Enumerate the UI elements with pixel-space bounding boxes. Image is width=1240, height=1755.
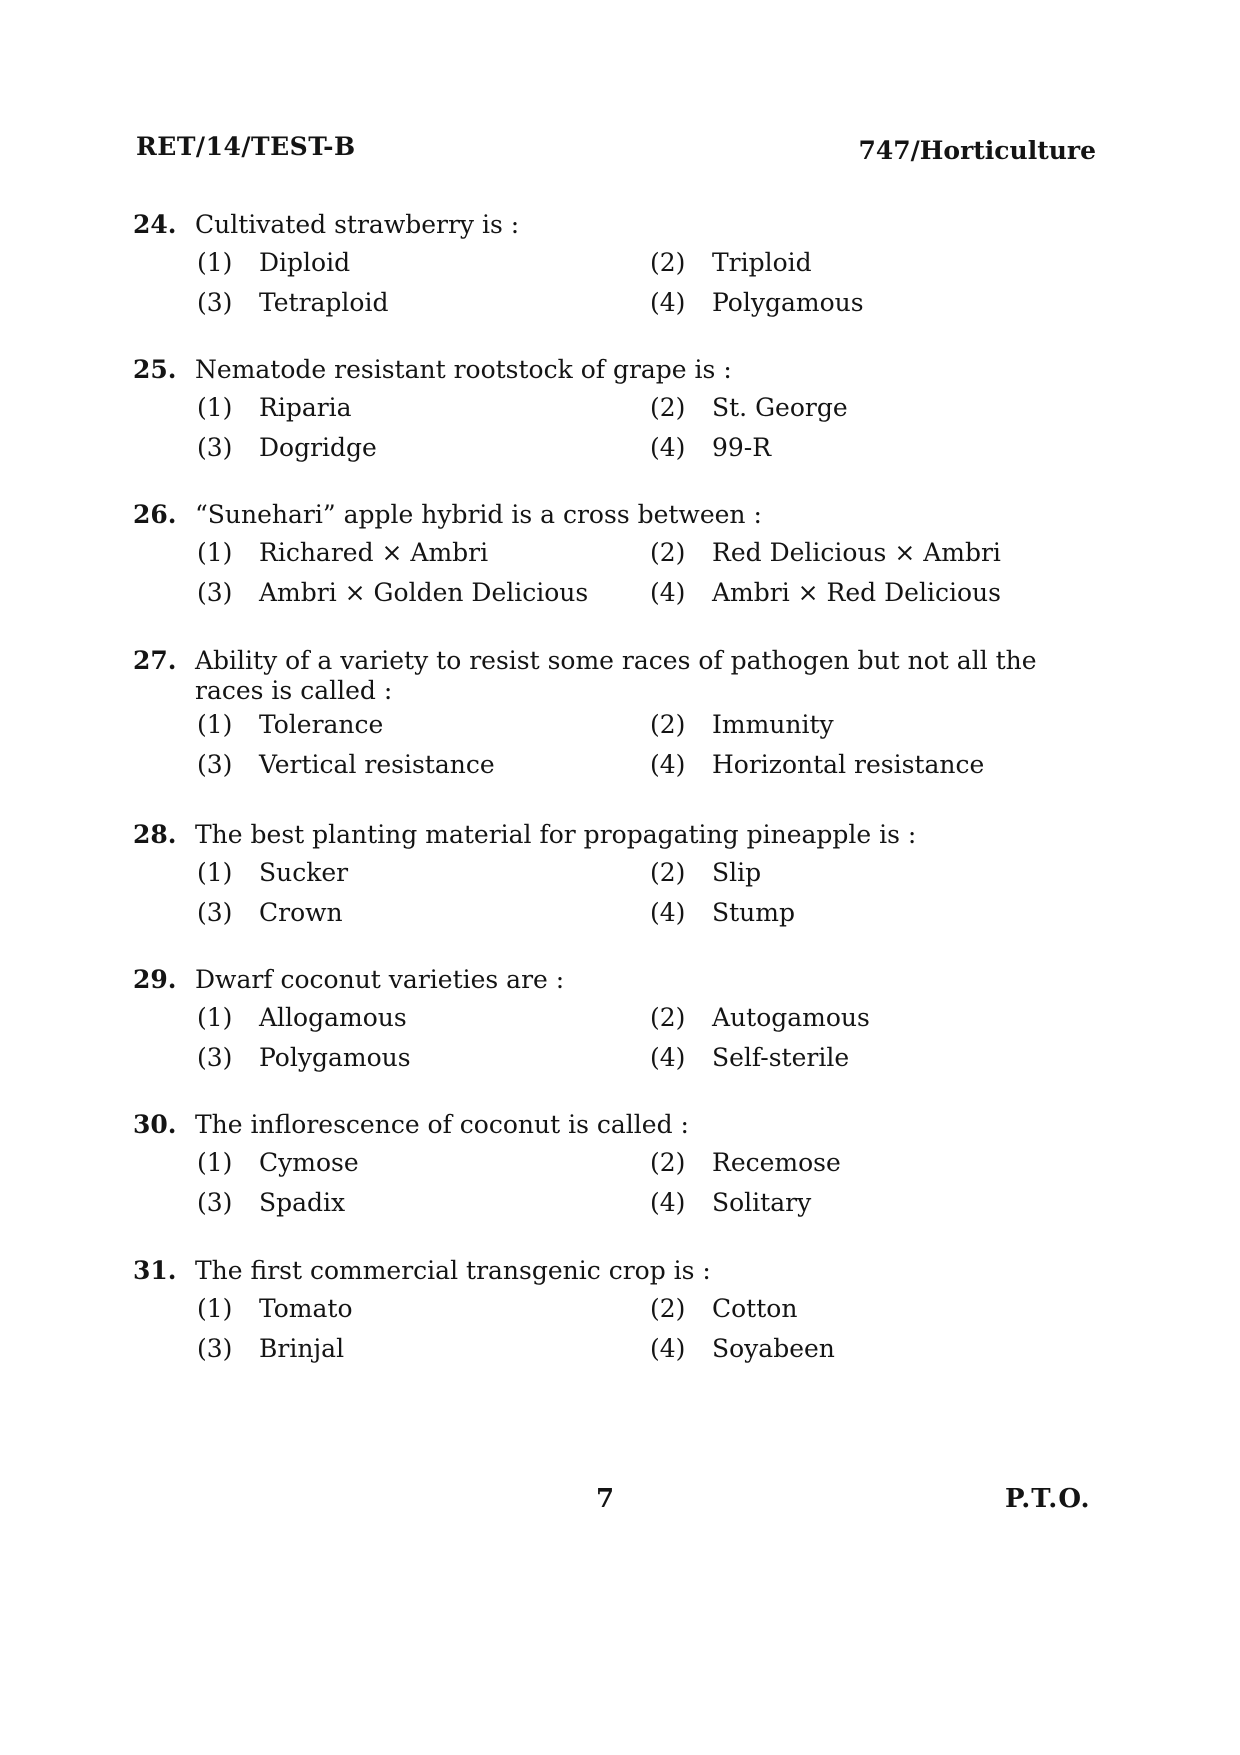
- option-4: (4) 99-R: [650, 433, 772, 462]
- option-2: (2) Immunity: [650, 710, 834, 739]
- option-3: (3) Brinjal: [197, 1334, 345, 1363]
- option-3: (3) Dogridge: [197, 433, 377, 462]
- option-1: (1) Riparia: [197, 393, 352, 422]
- question-number: 24.: [133, 210, 177, 239]
- option-1: (1) Allogamous: [197, 1003, 407, 1032]
- option-4: (4) Self-sterile: [650, 1043, 850, 1072]
- option-1: (1) Richared × Ambri: [197, 538, 489, 567]
- option-1: (1) Cymose: [197, 1148, 359, 1177]
- question-number: 25.: [133, 355, 177, 384]
- question-text: The best planting material for propagating pineapple is :: [195, 820, 917, 849]
- page-number: 7: [596, 1484, 615, 1514]
- option-2: (2) Red Delicious × Ambri: [650, 538, 1001, 567]
- question-number: 31.: [133, 1256, 177, 1285]
- question-text: “Sunehari” apple hybrid is a cross between :: [195, 500, 762, 529]
- option-2: (2) Slip: [650, 858, 762, 887]
- option-4: (4) Solitary: [650, 1188, 812, 1217]
- option-3: (3) Vertical resistance: [197, 750, 495, 779]
- option-3: (3) Ambri × Golden Delicious: [197, 578, 589, 607]
- question-text: Nematode resistant rootstock of grape is :: [195, 355, 732, 384]
- option-2: (2) Autogamous: [650, 1003, 870, 1032]
- option-3: (3) Spadix: [197, 1188, 346, 1217]
- question-number: 29.: [133, 965, 177, 994]
- option-4: (4) Stump: [650, 898, 795, 927]
- option-1: (1) Tomato: [197, 1294, 353, 1323]
- option-4: (4) Horizontal resistance: [650, 750, 985, 779]
- question-text: Cultivated strawberry is :: [195, 210, 520, 239]
- option-2: (2) St. George: [650, 393, 848, 422]
- option-4: (4) Polygamous: [650, 288, 864, 317]
- pto-label: P.T.O.: [1005, 1484, 1091, 1514]
- question-number: 30.: [133, 1110, 177, 1139]
- option-2: (2) Recemose: [650, 1148, 841, 1177]
- option-1: (1) Sucker: [197, 858, 349, 887]
- subject-code: 747/Horticulture: [858, 136, 1096, 165]
- paper-code: RET/14/TEST-B: [136, 132, 356, 161]
- question-number: 28.: [133, 820, 177, 849]
- option-3: (3) Crown: [197, 898, 343, 927]
- question-number: 27.: [133, 646, 177, 675]
- question-text: The inflorescence of coconut is called :: [195, 1110, 689, 1139]
- option-1: (1) Diploid: [197, 248, 351, 277]
- option-4: (4) Soyabeen: [650, 1334, 835, 1363]
- option-1: (1) Tolerance: [197, 710, 384, 739]
- option-3: (3) Polygamous: [197, 1043, 411, 1072]
- option-3: (3) Tetraploid: [197, 288, 389, 317]
- question-text: Ability of a variety to resist some races of pathogen but not all the races is called :: [195, 646, 1037, 705]
- option-2: (2) Cotton: [650, 1294, 798, 1323]
- question-text: Dwarf coconut varieties are :: [195, 965, 565, 994]
- question-number: 26.: [133, 500, 177, 529]
- page-header: [136, 132, 1096, 168]
- option-4: (4) Ambri × Red Delicious: [650, 578, 1001, 607]
- question-text: The first commercial transgenic crop is :: [195, 1256, 711, 1285]
- option-2: (2) Triploid: [650, 248, 812, 277]
